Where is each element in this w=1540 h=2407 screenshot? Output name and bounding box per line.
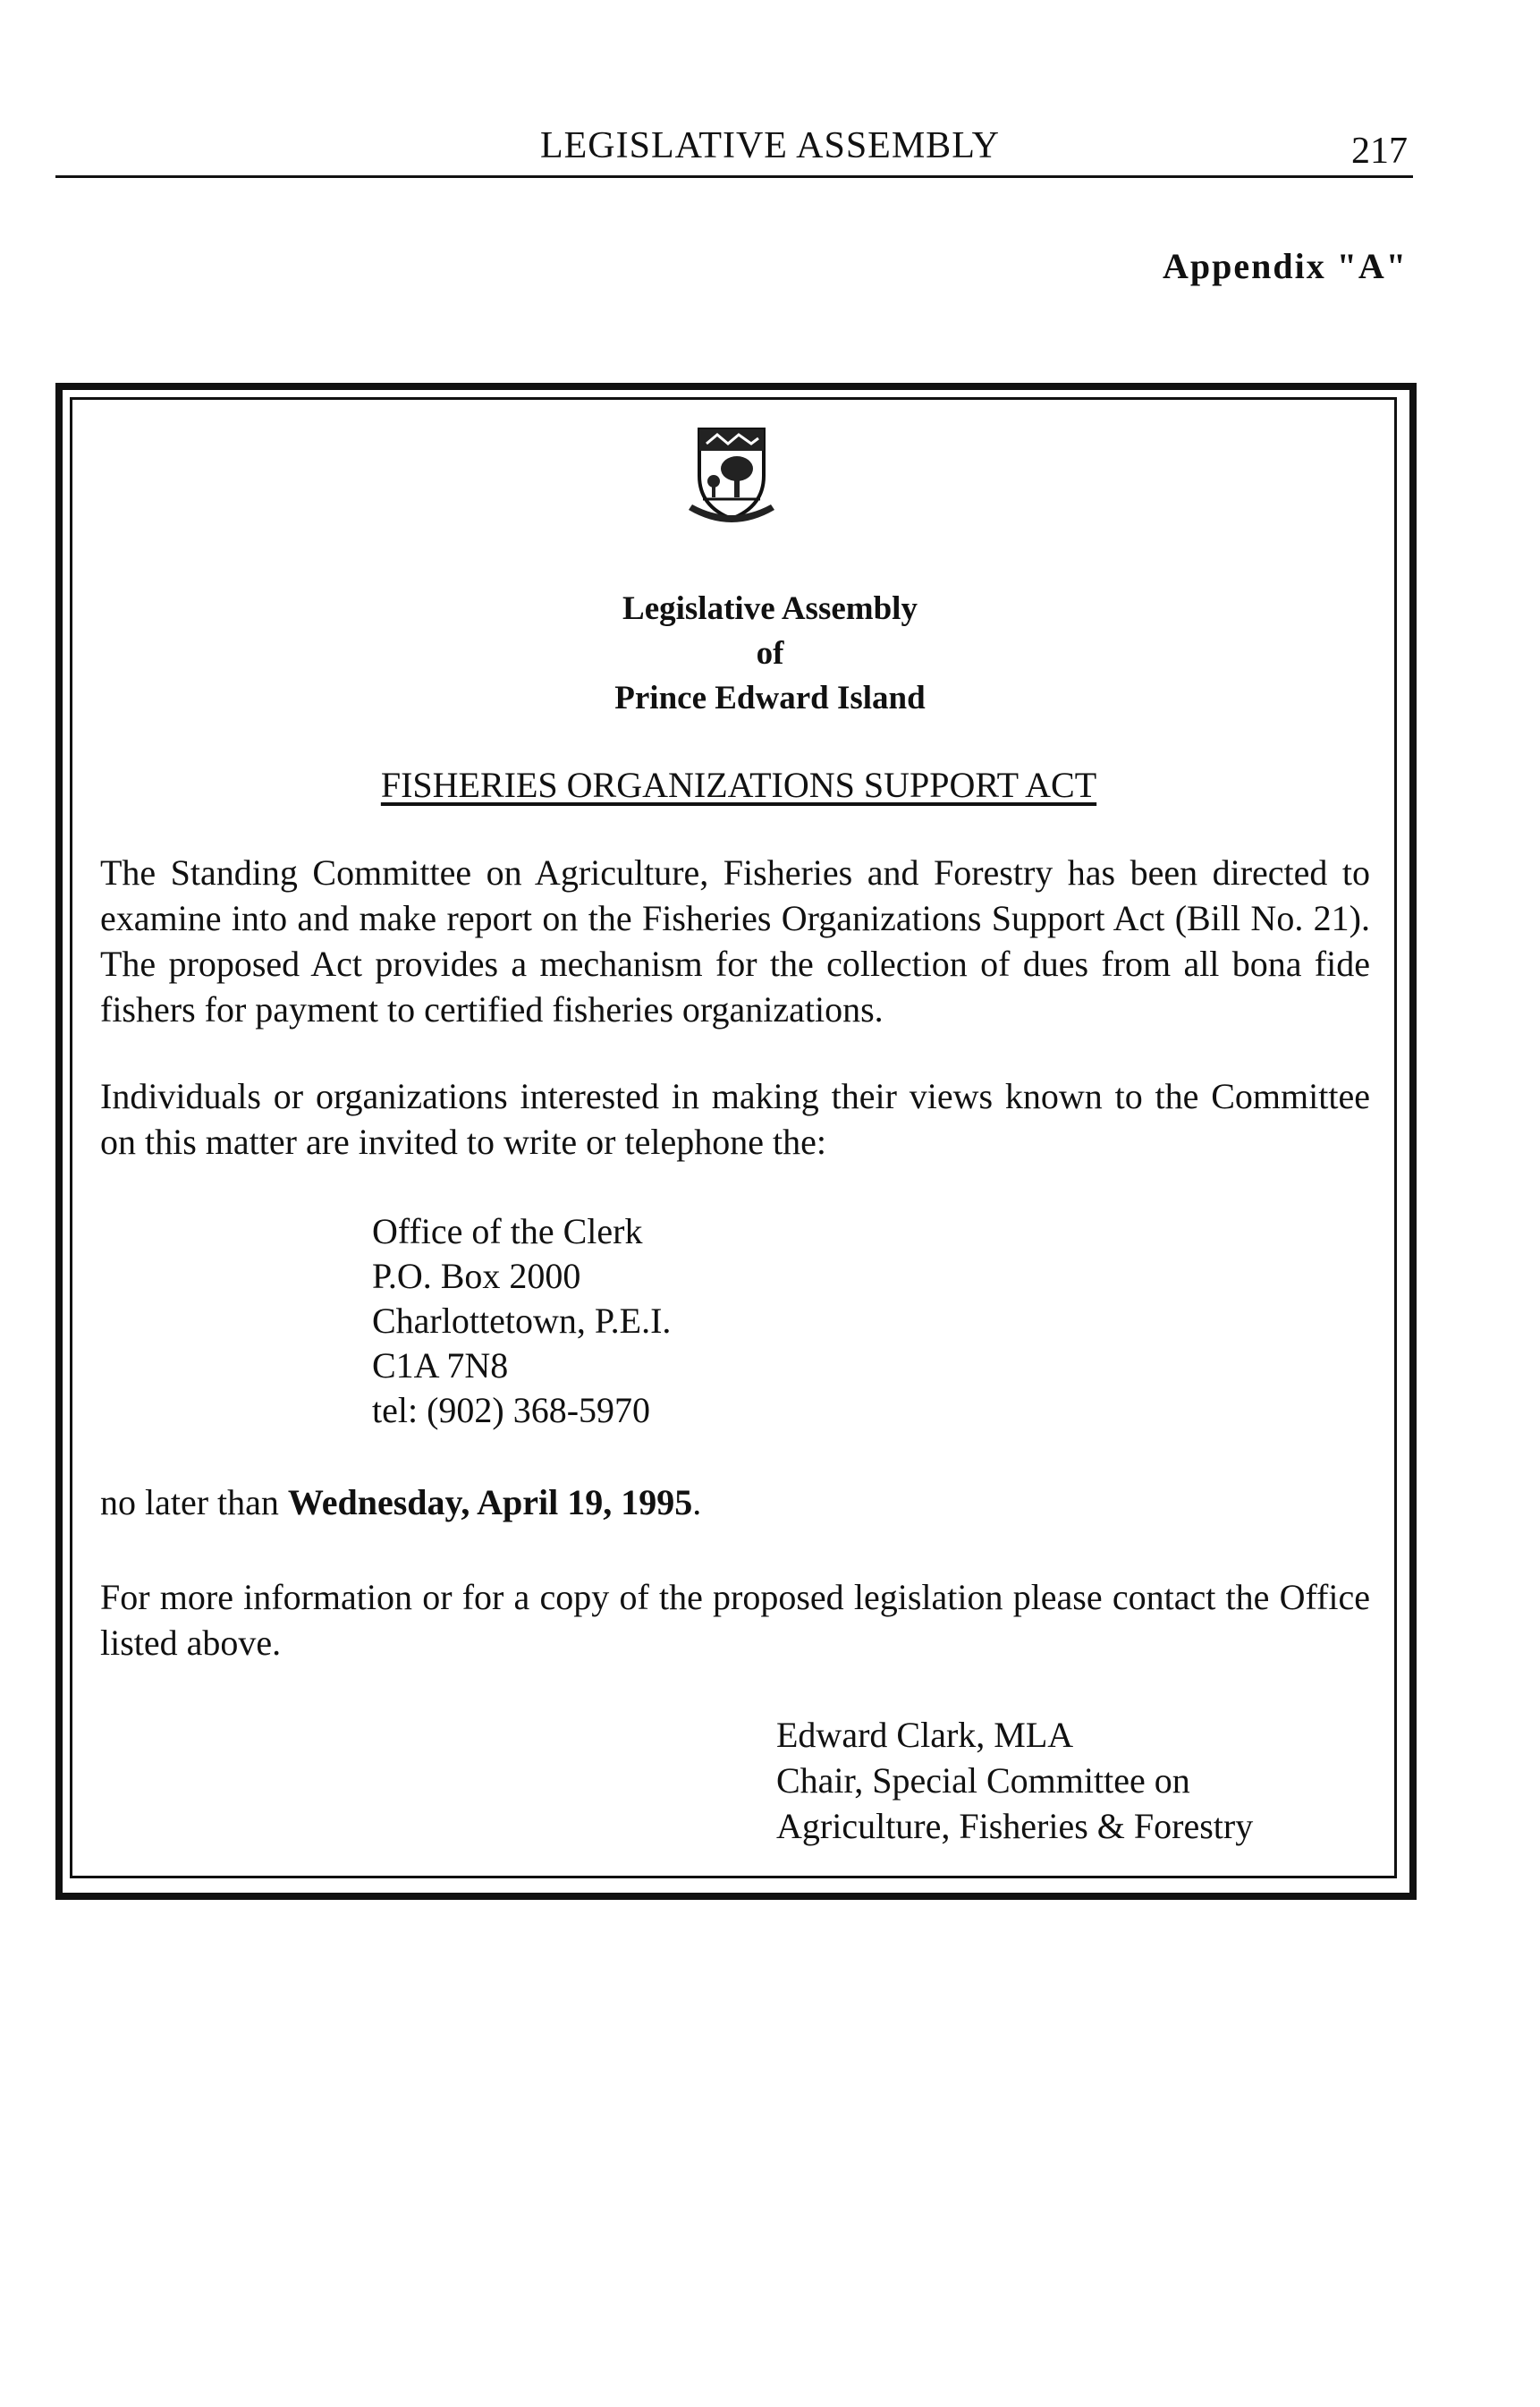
organization-line-3: Prince Edward Island — [614, 680, 926, 716]
organization-name — [0, 587, 1540, 721]
signature-name: Edward Clark, MLA — [776, 1715, 1074, 1755]
coat-of-arms-icon — [687, 424, 776, 531]
page-number: 217 — [1351, 131, 1408, 172]
signature-committee: Agriculture, Fisheries & Forestry — [776, 1806, 1254, 1846]
organization-line-1: Legislative Assembly — [622, 590, 918, 627]
address-line-telephone: tel: (902) 368-5970 — [372, 1390, 651, 1430]
deadline-line — [100, 1482, 702, 1522]
running-header-title: LEGISLATIVE ASSEMBLY — [540, 125, 1000, 166]
deadline-suffix: . — [692, 1482, 702, 1522]
header-rule — [55, 175, 1413, 178]
appendix-label: Appendix "A" — [1162, 246, 1408, 286]
deadline-date: Wednesday, April 19, 1995 — [287, 1482, 693, 1522]
committee-paragraph: The Standing Committee on Agriculture, Fisheries and Forestry has been directed to examine into and make report on the Fisheries Organizations Support Act (Bill No. 21). The proposed Act provides a mechanism for the collection of dues from all bona fide fishers for payment to certified fisheries organizations. — [100, 852, 1370, 1030]
invitation-paragraph: Individuals or organizations interested in making their views known to the Committee on this matter are invited to write or telephone the: — [100, 1076, 1370, 1162]
act-title: FISHERIES ORGANIZATIONS SUPPORT ACT — [380, 765, 1097, 805]
organization-line-2: of — [756, 635, 784, 672]
address-line-office: Office of the Clerk — [372, 1211, 643, 1251]
deadline-prefix: no later than — [100, 1482, 288, 1522]
address-line-box: P.O. Box 2000 — [372, 1256, 581, 1296]
signature-title: Chair, Special Committee on — [776, 1760, 1190, 1801]
address-line-city: Charlottetown, P.E.I. — [372, 1301, 672, 1341]
mailing-address — [372, 1209, 671, 1433]
signature-block — [776, 1712, 1253, 1849]
contact-paragraph: For more information or for a copy of the proposed legislation please contact the Office listed above. — [100, 1577, 1370, 1663]
address-line-postal-code: C1A 7N8 — [372, 1345, 509, 1386]
